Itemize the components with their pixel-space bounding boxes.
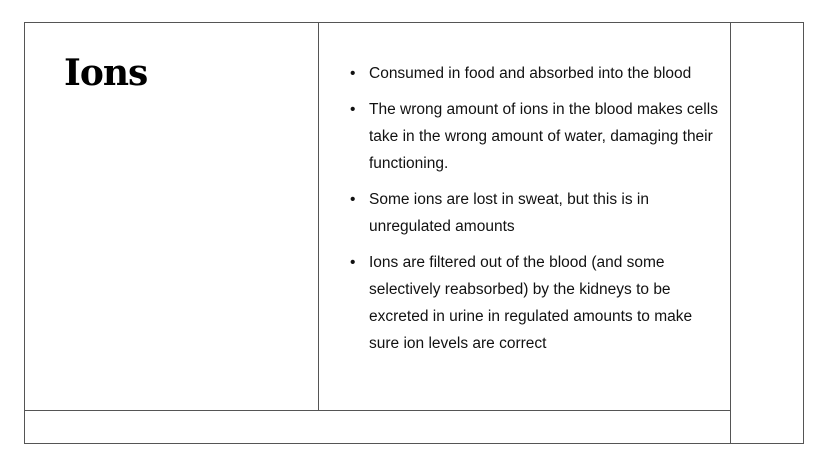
bullet-dot: • — [350, 101, 356, 118]
bullet-text: Consumed in food and absorbed into the blood — [369, 65, 692, 82]
divider-left-column — [318, 22, 319, 411]
bullet-dot: • — [350, 254, 356, 271]
bullet-item — [350, 249, 720, 357]
bullet-text: The wrong amount of ions in the blood makes cells take in the wrong amount of water, damaging their functioning. — [369, 101, 718, 172]
bullet-dot: • — [350, 191, 356, 208]
slide-title: Ions — [64, 52, 148, 94]
bullet-item — [350, 60, 720, 87]
bullet-dot: • — [350, 65, 356, 82]
bullet-item — [350, 186, 720, 240]
divider-footer — [24, 410, 731, 411]
bullet-text: Some ions are lost in sweat, but this is in unregulated amounts — [369, 191, 649, 235]
bullet-text: Ions are filtered out of the blood (and some selectively reabsorbed) by the kidneys to be excreted in urine in regulated amounts to make sure ion levels are correct — [369, 254, 693, 352]
bullet-item — [350, 96, 720, 177]
bullet-list — [350, 60, 720, 366]
divider-right-margin — [730, 22, 731, 444]
